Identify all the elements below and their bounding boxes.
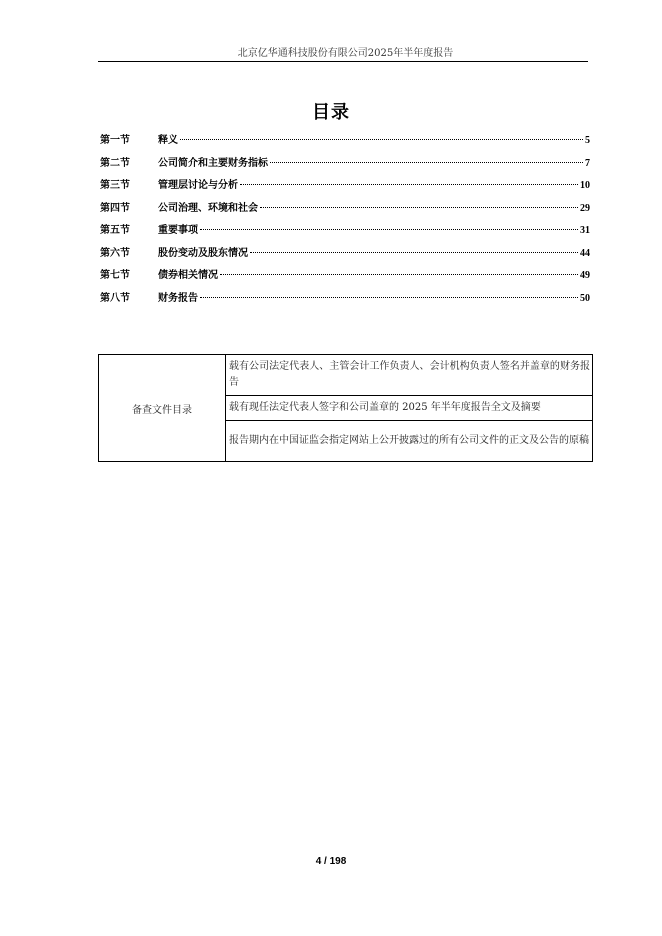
toc-entry[interactable]: [100, 132, 590, 155]
toc-section-number: 第三节: [100, 180, 130, 191]
reference-item: 载有现任法定代表人签字和公司盖章的 2025 年半年度报告全文及摘要: [226, 396, 593, 421]
toc-leader-dots: [270, 162, 583, 163]
toc-leader-dots: [240, 184, 578, 185]
reference-table-label: 备查文件目录: [99, 355, 226, 462]
toc-section-name: 管理层讨论与分析: [158, 180, 238, 191]
toc-section-number: 第一节: [100, 135, 130, 146]
toc-entry[interactable]: [100, 245, 590, 268]
toc-page-number: 7: [585, 157, 590, 169]
toc-leader-dots: [220, 274, 578, 275]
toc-section-name: 释义: [158, 135, 178, 146]
toc-section-number: 第七节: [100, 270, 130, 281]
toc-entry[interactable]: [100, 155, 590, 178]
toc-section-name: 公司治理、环境和社会: [158, 202, 258, 214]
toc-entry[interactable]: [100, 267, 590, 290]
toc-section-name: 股份变动及股东情况: [158, 247, 248, 259]
toc-page-number: 29: [580, 202, 590, 214]
toc-leader-dots: [250, 252, 578, 253]
toc-section-number: 第五节: [100, 225, 130, 236]
toc-leader-dots: [260, 207, 578, 208]
toc-section-number: 第八节: [100, 292, 130, 304]
reference-documents-table: [98, 354, 593, 462]
table-of-contents: [100, 132, 590, 312]
toc-leader-dots: [180, 139, 583, 140]
toc-entry[interactable]: [100, 290, 590, 313]
toc-leader-dots: [200, 297, 578, 298]
toc-title: 目录: [312, 102, 350, 123]
toc-section-number: 第二节: [100, 157, 130, 169]
reference-item: 报告期内在中国证监会指定网站上公开披露过的所有公司文件的正文及公告的原稿: [226, 421, 593, 462]
toc-section-name: 重要事项: [158, 225, 198, 236]
toc-page-number: 31: [580, 225, 590, 236]
toc-entry[interactable]: [100, 222, 590, 245]
toc-entry[interactable]: [100, 177, 590, 200]
toc-page-number: 5: [585, 135, 590, 146]
toc-section-number: 第六节: [100, 247, 130, 259]
toc-entry[interactable]: [100, 200, 590, 223]
toc-page-number: 50: [580, 292, 590, 304]
toc-page-number: 10: [580, 180, 590, 191]
reference-item: 载有公司法定代表人、主管会计工作负责人、会计机构负责人签名并盖章的财务报告: [226, 355, 593, 396]
toc-section-name: 债券相关情况: [158, 270, 218, 281]
toc-page-number: 49: [580, 270, 590, 281]
toc-page-number: 44: [580, 247, 590, 259]
page-number: 4 / 198: [315, 856, 347, 867]
toc-section-name: 财务报告: [158, 292, 198, 304]
toc-leader-dots: [200, 229, 578, 230]
toc-section-number: 第四节: [100, 202, 130, 214]
page-header: 北京亿华通科技股份有限公司2025年半年度报告: [237, 48, 454, 59]
table-row: [99, 355, 593, 396]
toc-section-name: 公司简介和主要财务指标: [158, 157, 268, 169]
header-divider: [98, 61, 588, 62]
